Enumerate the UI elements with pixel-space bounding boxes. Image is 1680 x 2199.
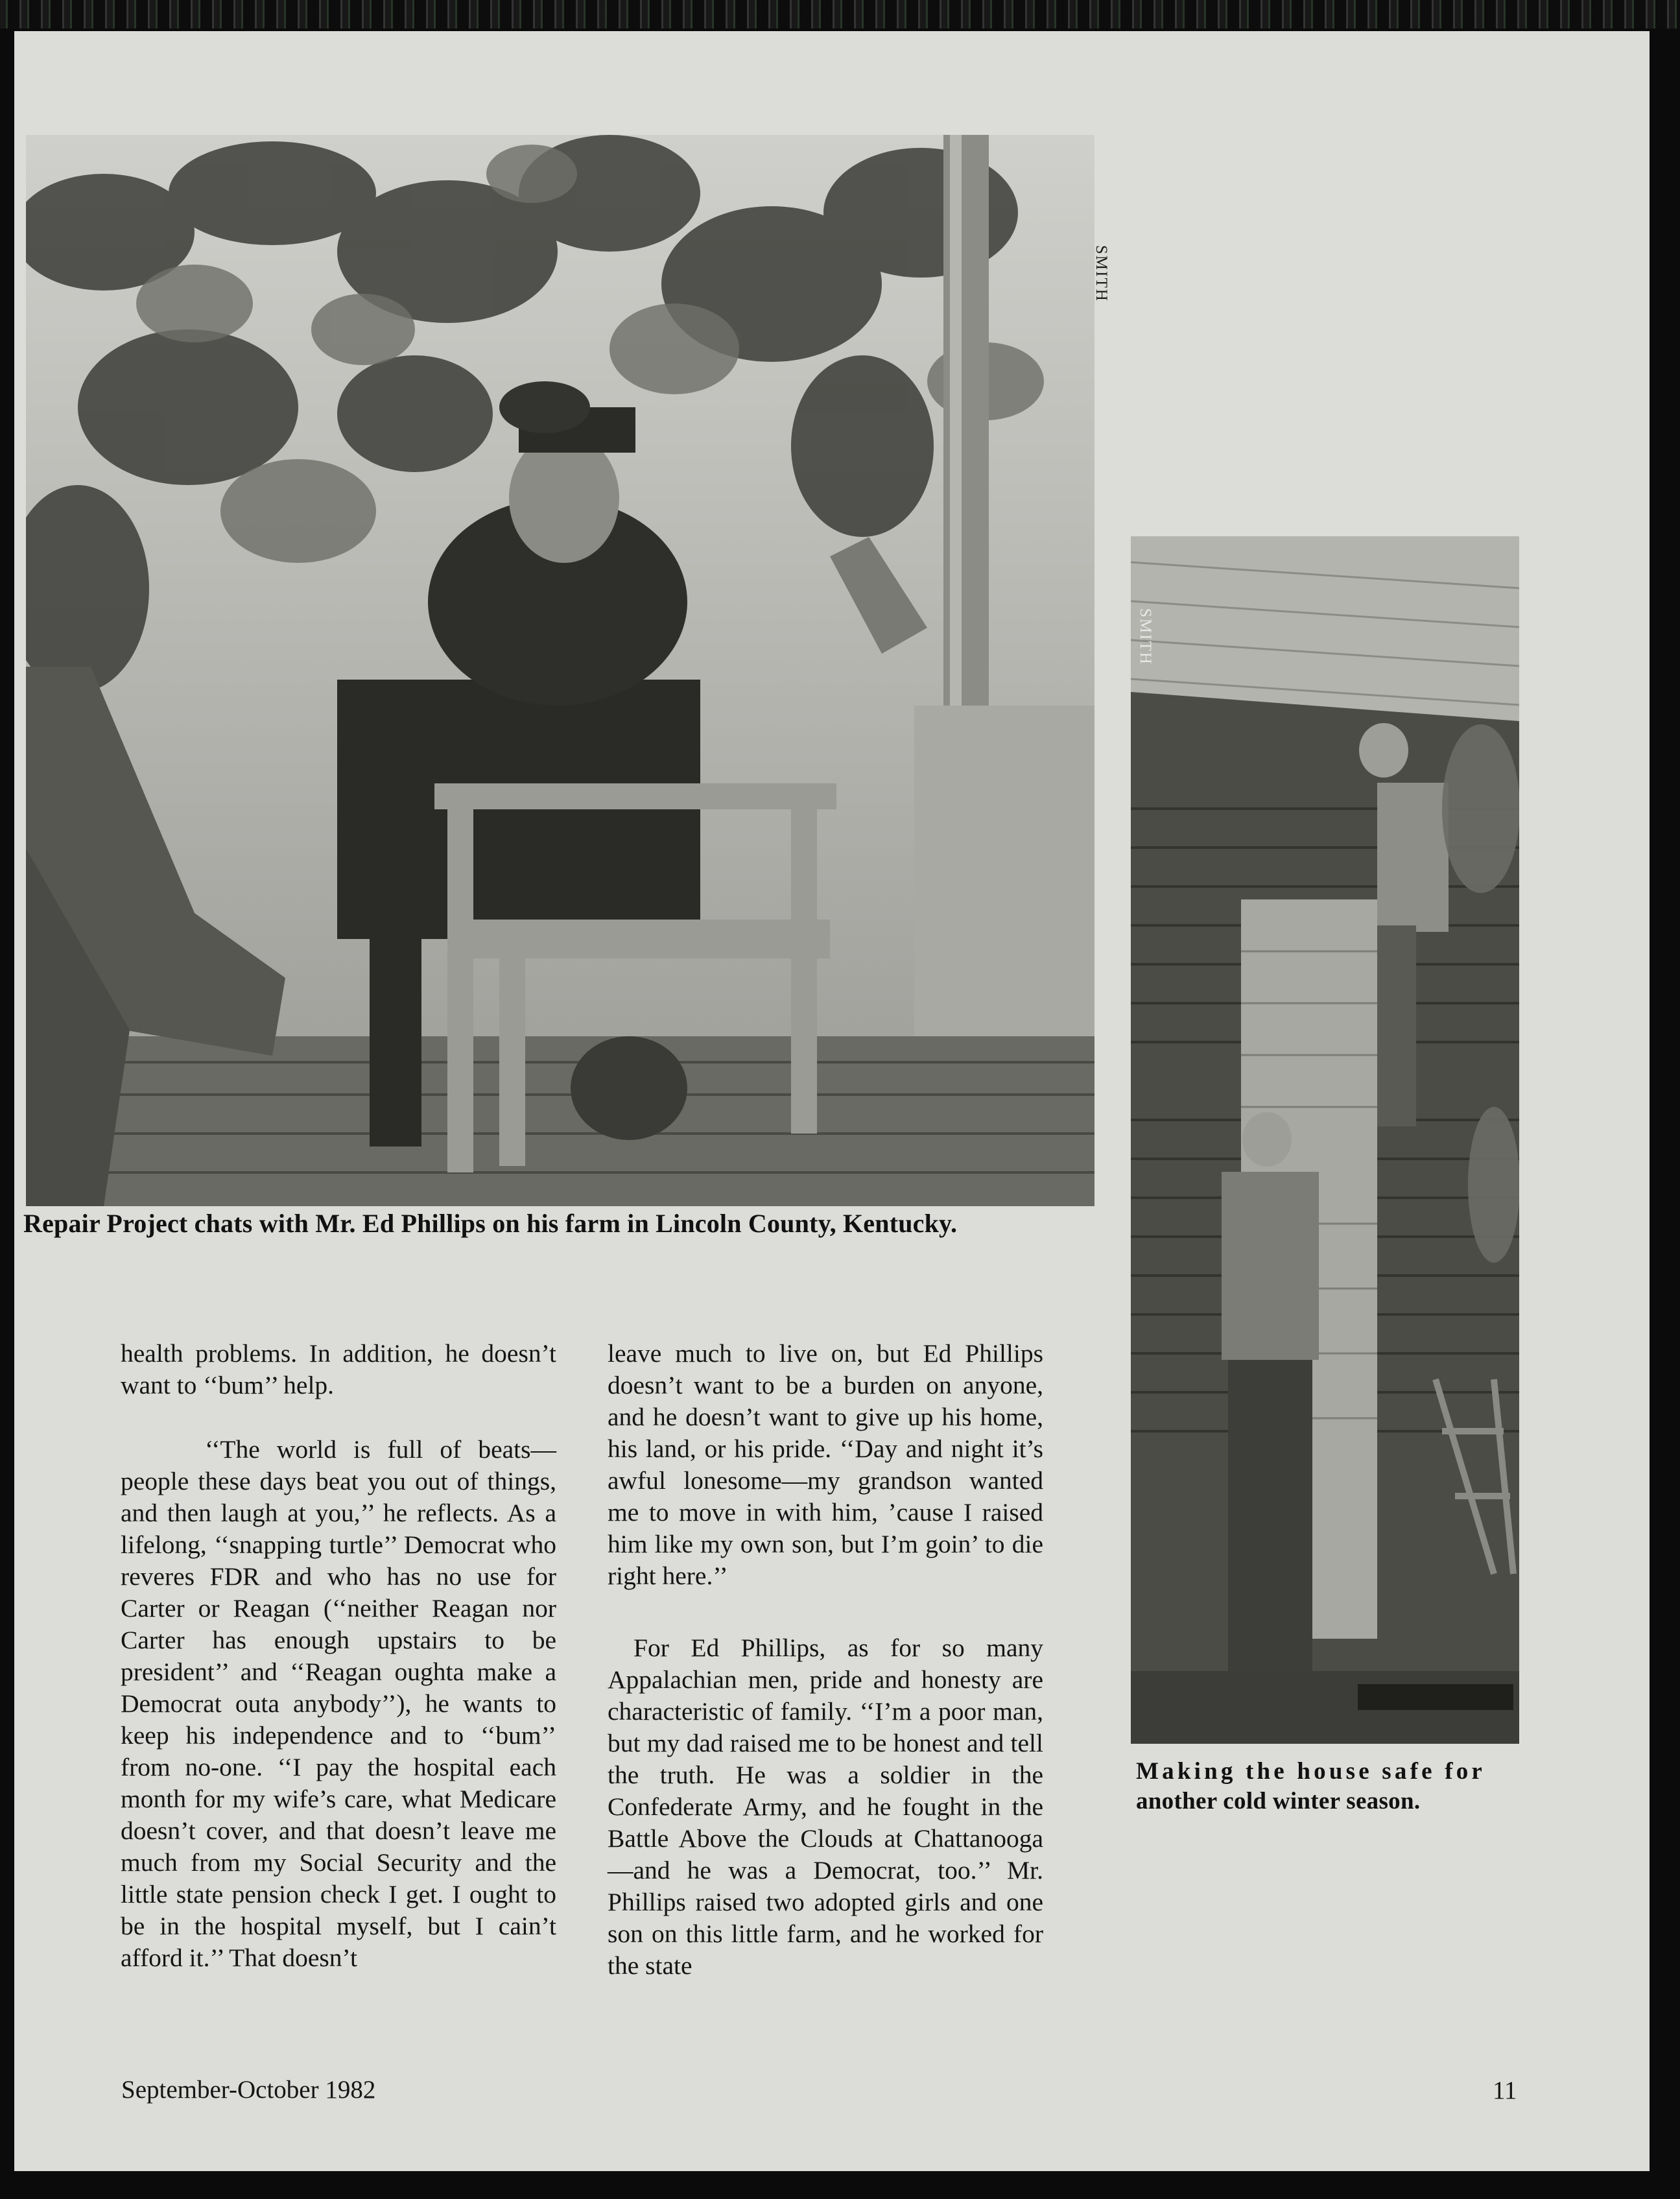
chimney-photo [1131, 536, 1519, 1744]
article-column-1 [121, 1338, 556, 1974]
scan-edge-strip [0, 0, 1680, 29]
photo-caption-top: Repair Project chats with Mr. Ed Phillips on his farm in Lincoln County, Kentucky. [23, 1209, 958, 1238]
column1-paragraph-2: ‘‘The world is full of beats—people these days beat you out of things, and then laugh at you,’’ he reflects. As a lifelong, ‘‘snapping turtle’’ Democrat who reveres FDR and who has no use for Carter or Reagan (‘‘neither Reagan nor Carter has enough upstairs to be president’’ and ‘‘Reagan oughta make a Democrat outa anybody’’), he wants to keep his independence and to ‘‘bum’’ from no-one. ‘‘I pay the hospital each month for my wife’s care, what Medicare doesn’t cover, and that doesn’t leave me much from my Social Security and the little state pension check I get. I ought to be in the hospital myself, but I cain’t afford it.’’ That doesn’t [121, 1435, 556, 1972]
magazine-page [14, 31, 1650, 2171]
page-number: 11 [1493, 2076, 1517, 2104]
chimney-photo-image [1131, 536, 1519, 1744]
photo-caption-right-line1: Making the house safe for [1136, 1758, 1486, 1785]
column2-paragraph-2: For Ed Phillips, as for so many Appalachian men, pride and honesty are characteristic of family. ‘‘I’m a poor man, but my dad raised me to be honest and tell the truth. He was a soldier in the Confederate Army, and he fought in the Battle Above the Clouds at Chattanooga—and he was a Democrat, too.’’ Mr. Phillips raised two adopted girls and one son on this little farm, and he worked for the state [608, 1634, 1043, 1980]
issue-date: September-October 1982 [121, 2076, 376, 2104]
column2-paragraph-1: leave much to live on, but Ed Phillips doesn’t want to be a burden on anyone, and he doesn’t want to give up his home, his land, or his pride. ‘‘Day and night it’s awful lonesome—my grandson wanted me to move in with him, ’cause I raised him like my own son, but I’m goin’ to die right here.’’ [608, 1339, 1043, 1590]
porch-photo-image [26, 135, 1094, 1206]
photo-caption-right-line2: another cold winter season. [1136, 1788, 1421, 1814]
photo-credit-right: SMITH [1137, 608, 1154, 665]
porch-photo [26, 135, 1094, 1206]
article-column-2 [608, 1338, 1043, 1982]
photo-credit-top: SMITH [1093, 245, 1110, 302]
column1-paragraph-1: health problems. In addition, he doesn’t want to ‘‘bum’’ help. [121, 1339, 556, 1399]
